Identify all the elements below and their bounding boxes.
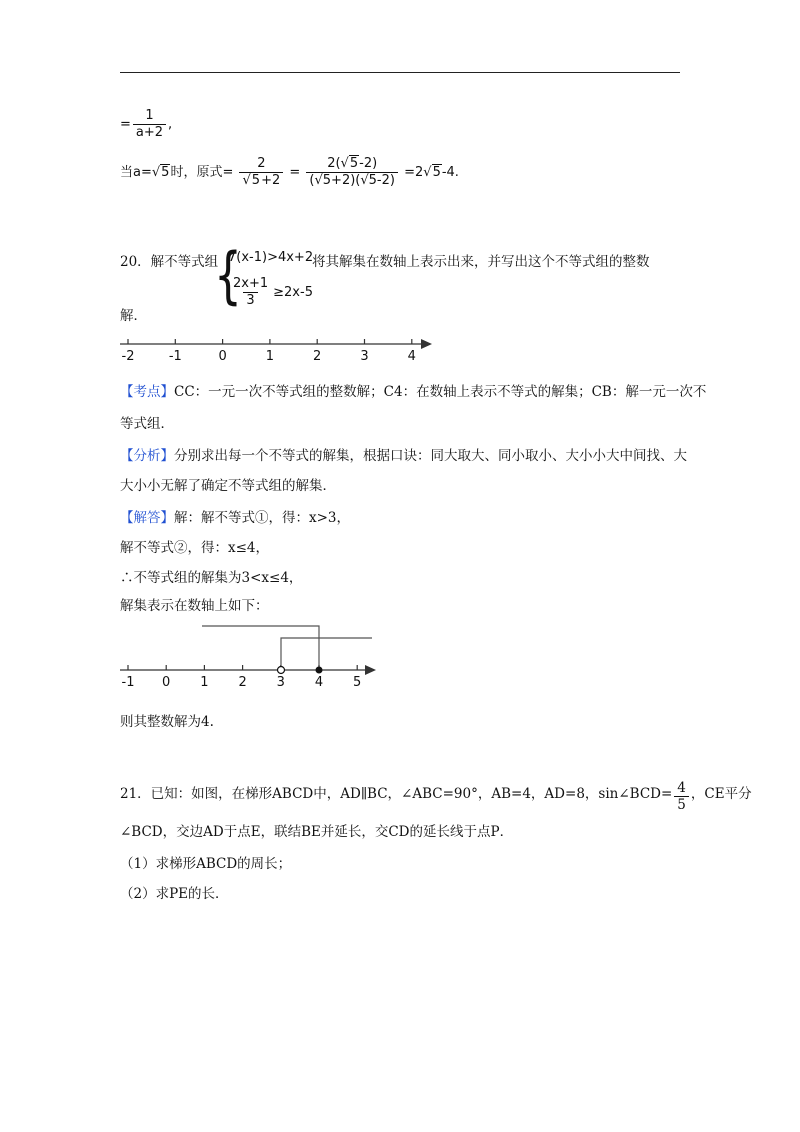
axis-arrow-icon xyxy=(421,339,432,349)
axis-arrow-icon xyxy=(365,665,376,675)
num-pre: 2( xyxy=(327,156,341,171)
axis-tick-label: 1 xyxy=(200,675,209,690)
inequality-2-tail: ≥2x-5 xyxy=(273,285,313,300)
result-tail: -4. xyxy=(441,165,459,180)
denominator: (√5+2)(√5-2) xyxy=(306,172,398,189)
number-line-blank xyxy=(116,330,436,366)
axis-tick-label: 0 xyxy=(218,349,227,364)
axis-tick-label: 2 xyxy=(238,675,247,690)
axis-tick-label: 1 xyxy=(265,349,275,364)
sqrt-5: 5 xyxy=(161,165,170,180)
kaodian-line2: 等式组． xyxy=(120,416,174,432)
jieda-tag: 【解答】 xyxy=(120,510,174,526)
denominator: a+2 xyxy=(133,124,166,141)
equals-sign: = xyxy=(289,165,301,180)
equals-sign: = xyxy=(120,117,131,132)
rationalized-fraction xyxy=(306,156,398,189)
fraction-2x-plus-1-over-3 xyxy=(230,276,271,309)
kaodian-line xyxy=(120,380,706,400)
axis-tick-label: 4 xyxy=(407,349,416,364)
closed-dot-at-4 xyxy=(316,667,323,674)
original-equals: 时，原式= xyxy=(170,165,234,180)
numerator: 1 xyxy=(145,108,154,123)
axis-tick-label: -1 xyxy=(121,675,135,690)
sqrt-5: 5 xyxy=(349,156,359,171)
axis-tick-label: -2 xyxy=(121,349,135,364)
denominator: 5 xyxy=(674,796,689,813)
axis-tick-label: 2 xyxy=(313,349,322,364)
num-post: -2) xyxy=(359,156,378,171)
q21-line2: ∠BCD，交边AD于点E，联结BE并延长，交CD的延长线于点P． xyxy=(120,824,514,840)
sqrt-5: 5 xyxy=(251,173,261,188)
fenxi-text: 分别求出每一个不等式的解集，根据口诀：同大取大、同小取小、大小小大中间找、大 xyxy=(174,448,687,464)
axis-tick-label: 4 xyxy=(314,675,324,690)
jieda-line xyxy=(120,506,350,526)
solution-step-2: 解不等式②，得：x≤4， xyxy=(120,540,270,556)
plus-2: +2 xyxy=(261,173,281,188)
q20-line2: 解． xyxy=(120,308,147,324)
numerator: 4 xyxy=(677,780,686,796)
number-line-solution xyxy=(116,618,386,692)
substitution-line: 当a=√5时，原式= $\frac{2}{√5+2}$ = $\frac{2(√5-2)}{(√5+2)(√5-2)}$ =2√5-4. xyxy=(120,156,459,188)
solution-step-4: 解集表示在数轴上如下： xyxy=(120,598,269,614)
fenxi-tag: 【分析】 xyxy=(120,448,174,464)
numerator: 2 xyxy=(257,156,266,171)
numerator: 2x+1 xyxy=(233,276,269,291)
axis-tick-label: 0 xyxy=(162,675,171,690)
simplified-expression xyxy=(120,108,172,141)
denominator: 3 xyxy=(243,292,257,309)
q21-line1 xyxy=(120,782,752,813)
numerator: 2(√5-2) xyxy=(327,156,378,171)
sqrt-5: 5 xyxy=(432,165,441,180)
q21-given: 21．已知：如图，在梯形ABCD中，AD∥BC，∠ABC=90°，AB=4，AD=8，sin∠BCD= xyxy=(120,786,673,802)
q21-part1: （1）求梯形ABCD的周长； xyxy=(120,856,292,872)
axis-tick-label: 3 xyxy=(360,349,369,364)
axis-tick-label: 5 xyxy=(353,675,362,690)
q20-instruction: 将其解集在数轴上表示出来，并写出这个不等式组的整数 xyxy=(312,254,650,270)
solution-step-3: ∴不等式组的解集为3<x≤4， xyxy=(120,570,303,586)
q21-part2: （2）求PE的长． xyxy=(120,886,229,902)
jieda-text: 解：解不等式①，得：x>3， xyxy=(174,510,351,526)
conclusion: 则其整数解为4. xyxy=(120,714,214,730)
axis-tick-label: 3 xyxy=(276,675,285,690)
denominator: √5+2 xyxy=(239,172,283,189)
open-circle-at-3 xyxy=(278,667,285,674)
fenxi-line xyxy=(120,444,687,464)
when-a-equals: 当a= xyxy=(120,165,152,180)
header-rule xyxy=(120,72,680,73)
comma: , xyxy=(168,117,173,132)
axis-tick-label: -1 xyxy=(168,349,182,364)
solution-bracket-le-4 xyxy=(202,626,319,670)
fraction-1-over-a-plus-2 xyxy=(133,108,166,141)
fraction-4-over-5 xyxy=(674,780,689,813)
inequality-1: 7(x-1)>4x+2 xyxy=(228,250,314,265)
q21-bisect: ，CE平分 xyxy=(690,786,752,802)
kaodian-tag: 【考点】 xyxy=(120,384,174,400)
kaodian-text: CC：一元一次不等式组的整数解；C4：在数轴上表示不等式的解集；CB：解一元一次不 xyxy=(174,384,707,400)
inequality-2 xyxy=(228,276,313,309)
fraction-2-over-sqrt5-plus-2 xyxy=(239,156,283,189)
solution-bracket-gt-3 xyxy=(281,638,372,670)
q20-prefix: 20．解不等式组 xyxy=(120,254,219,270)
system-brace: { xyxy=(214,240,242,312)
fenxi-line2: 大小小无解了确定不等式组的解集． xyxy=(120,478,336,494)
result-prefix: =2 xyxy=(404,165,424,180)
